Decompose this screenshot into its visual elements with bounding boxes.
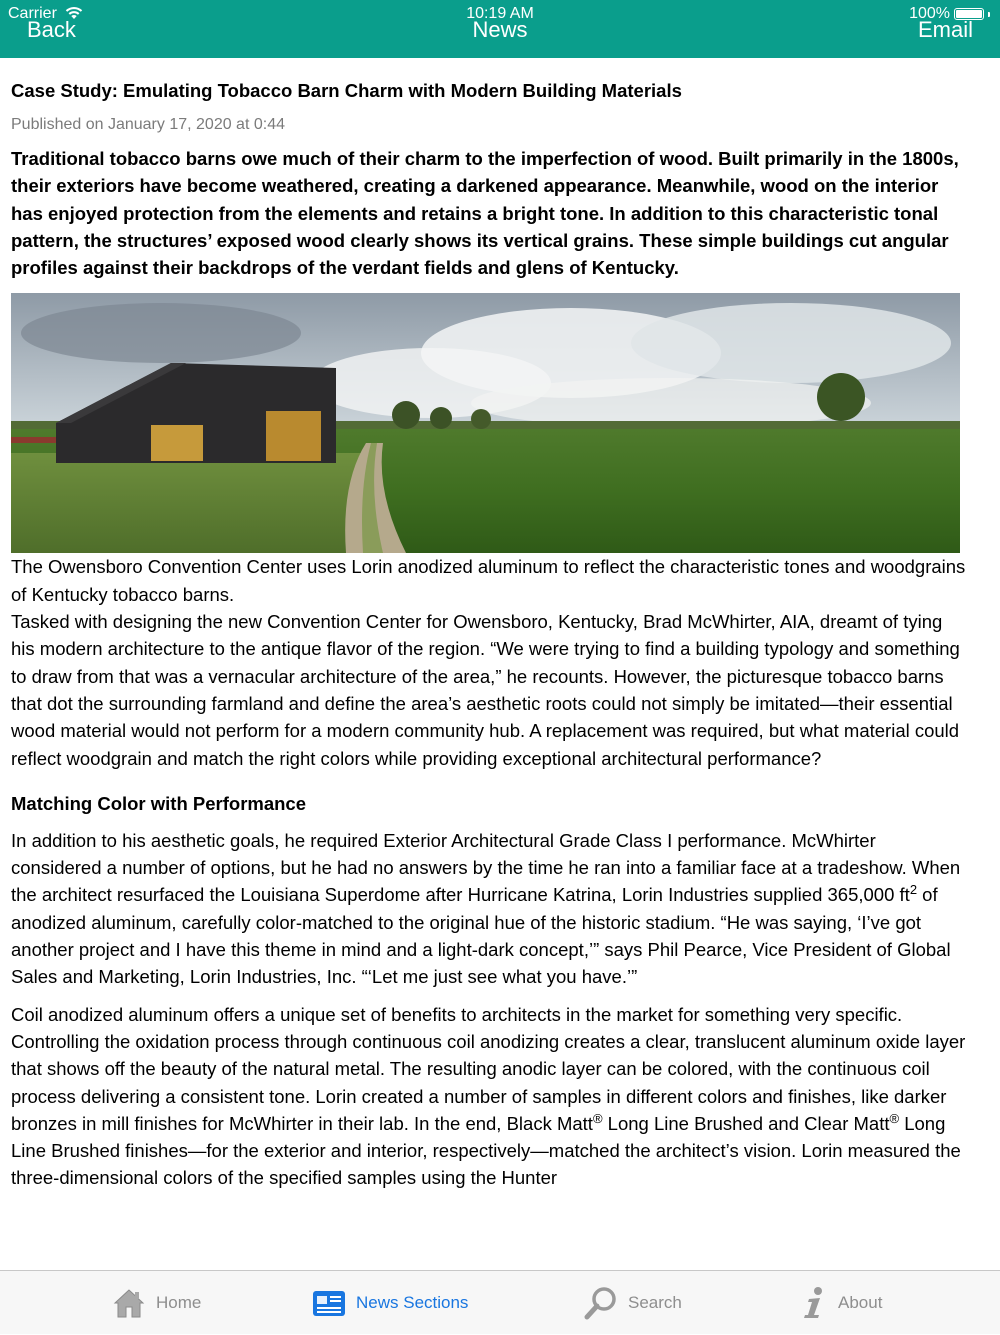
tab-home[interactable] (112, 1271, 201, 1335)
news-icon (312, 1288, 346, 1318)
section-heading: Matching Color with Performance (11, 792, 307, 814)
page-title: News (472, 17, 528, 42)
info-icon (798, 1286, 828, 1320)
email-button[interactable]: Email (917, 17, 973, 42)
photo-caption: The Owensboro Convention Center uses Lorin anodized aluminum to reflect the characteristic tones and woodgrains of Kentucky tobacco barns. (11, 556, 966, 605)
article-scroll-view[interactable] (11, 58, 971, 1270)
tab-label: Home (156, 1293, 202, 1312)
tab-bar (0, 1270, 1000, 1334)
tobacco-barn-photo (11, 293, 960, 553)
tab-label: About (838, 1293, 883, 1312)
tab-about[interactable] (798, 1271, 882, 1335)
article-lead: Traditional tobacco barns owe much of their charm to the imperfection of wood. Built primarily in the 1800s, their exteriors have become weathered, creating a darkened appearance. Meanwhile, wood on the interior has enjoyed protection from the elements and retains a bright tone. In addition to this characteristic tonal pattern, the structures’ exposed wood clearly shows its vertical grains. These simple buildings cut angular profiles against their backdrops of the verdant fields and glens of Kentucky. (11, 148, 959, 279)
home-icon (112, 1286, 146, 1320)
status-battery: 100% (909, 5, 990, 23)
back-button[interactable]: Back (27, 17, 76, 42)
tab-search[interactable] (584, 1271, 682, 1335)
status-carrier: Carrier (8, 5, 83, 23)
tab-label: Search (628, 1293, 682, 1312)
search-icon (584, 1286, 618, 1320)
article-paragraph: In addition to his aesthetic goals, he required Exterior Architectural Grade Class I performance. McWhirter considered a number of options, but he had no answers by the time he ran into a familiar face at a tradeshow. When the architect resurfaced the Louisiana Superdome after Hurricane Katrina, Lorin Industries supplied 365,000 $ft^2$ of anodized aluminum, carefully color-matched to the original hue of the historic stadium. “He was saying, ‘I’ve got another project and I have this theme in mind and a light-dark concept,’” says Phil Pearce, Vice President of Global Sales and Marketing, Lorin Industries, Inc. “‘Let me just see what you have.’” (11, 829, 961, 988)
tab-news-sections[interactable] (312, 1271, 468, 1335)
article-paragraph: Tasked with designing the new Convention Center for Owensboro, Kentucky, Brad McWhirter, AIA, dreamt of tying his modern architecture to the antique flavor of the region. “We were trying to find a building typology and something to draw from that was a vernacular architecture of the area,” he recounts. However, the picturesque tobacco barns that dot the surrounding farmland and define the area’s aesthetic roots could not simply be imitated—their essential wood material would not perform for a modern community hub. A replacement was required, but what material could reflect woodgrain and match the right colors while providing exceptional architectural performance? (11, 611, 960, 769)
navigation-bar (0, 0, 1000, 58)
status-time: 10:19 AM (466, 5, 534, 22)
article-paragraph: Coil anodized aluminum offers a unique set of benefits to architects in the market for something very specific. Controlling the oxidation process through continuous coil anodizing creates a clear, translucent aluminum oxide layer that shows off the beauty of the natural metal. The resulting anodic layer can be colored, with the continuous coil process delivering a consistent tone. Lorin created a number of samples in different colors and finishes, like darker bronzes in mill finishes for McWhirter in their lab. In the end, Black Matt® Long Line Brushed and Clear Matt® Long Line Brushed finishes—for the exterior and interior, respectively—matched the architect’s vision. Lorin measured the three-dimensional colors of the specified samples using the Hunter (11, 1003, 966, 1189)
tab-label: News Sections (356, 1293, 469, 1312)
published-date: Published on January 17, 2020 at 0:44 (11, 116, 285, 133)
article-title: Case Study: Emulating Tobacco Barn Charm with Modern Building Materials (11, 80, 682, 101)
